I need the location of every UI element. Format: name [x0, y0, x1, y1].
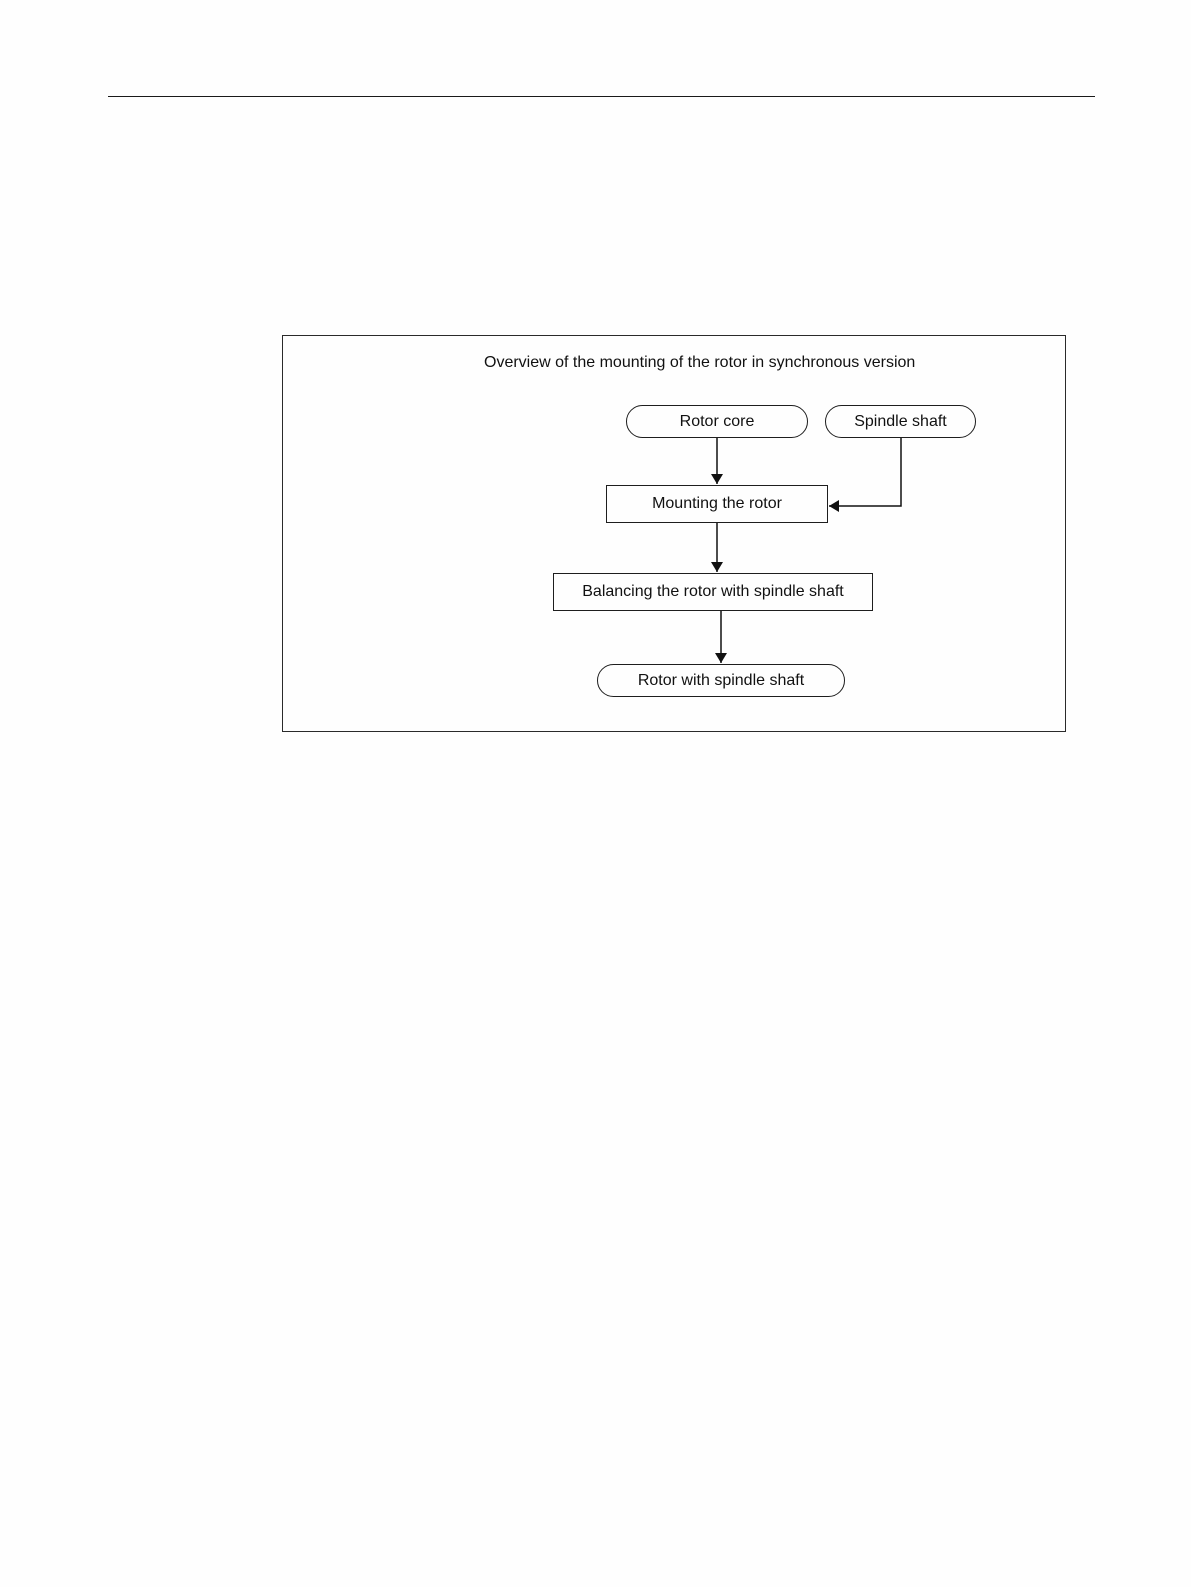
node-label: Rotor with spindle shaft	[637, 671, 805, 689]
node-label: Spindle shaft	[854, 412, 947, 430]
diagram-title: Overview of the mounting of the rotor in synchronous version	[484, 354, 916, 371]
figure-frame	[282, 335, 1066, 732]
node-mounting-the-rotor	[606, 485, 828, 523]
edge-spindle-shaft-to-mounting	[829, 438, 901, 506]
node-label: Mounting the rotor	[652, 495, 782, 512]
node-label: Rotor core	[679, 412, 755, 430]
page-header-rule	[108, 96, 1095, 97]
node-balancing-the-rotor	[553, 573, 873, 611]
node-rotor-core	[626, 405, 808, 438]
node-label: Balancing the rotor with spindle shaft	[582, 583, 844, 600]
node-spindle-shaft	[825, 405, 976, 438]
node-rotor-with-spindle-shaft	[597, 664, 845, 697]
